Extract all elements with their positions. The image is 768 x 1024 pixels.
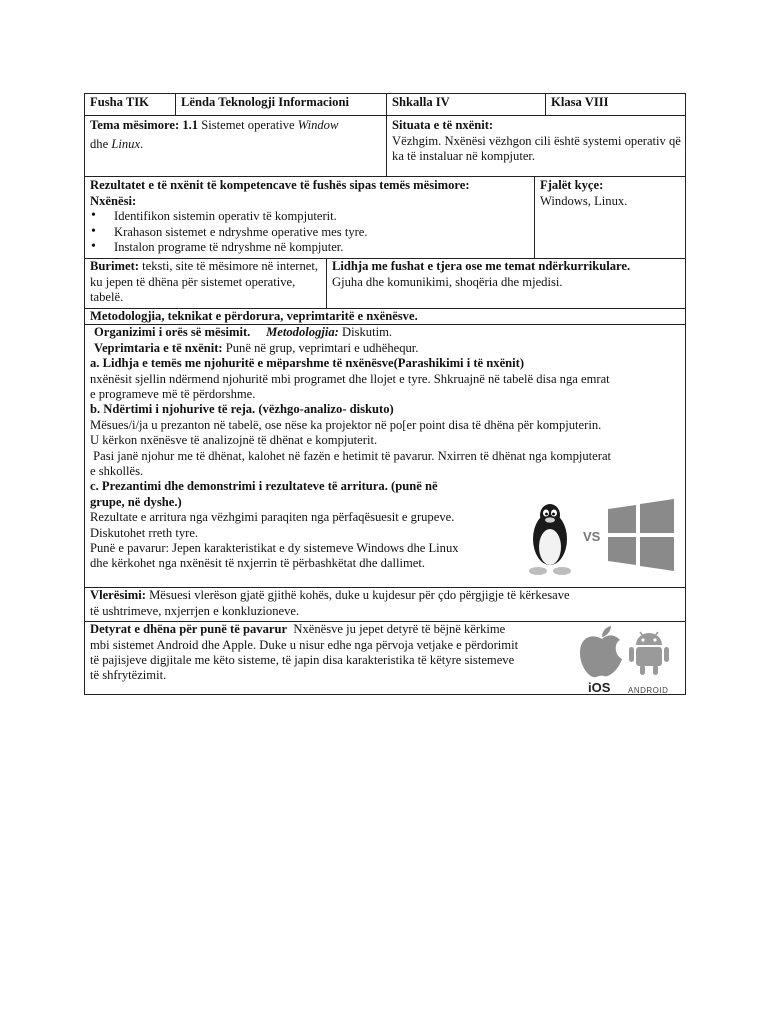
lenda-cell: Lënda Teknologji Informacioni [176, 94, 387, 116]
fusha-cell: Fusha TIK [85, 94, 176, 116]
situata-text: Vëzhgim. Nxënësi vëzhgon cili është systemi operativ që ka të instaluar në kompjuter. [392, 133, 681, 164]
tema-row [85, 116, 686, 177]
lidhja-cell [327, 259, 686, 309]
tema-italic1: Window [297, 118, 339, 132]
tema-italic2: Linux [111, 136, 141, 151]
detyrat-line3: të pajisjeve digjitale me këto sisteme, të japin disa karakteristika të këtyre sistemeve [90, 653, 515, 667]
section-c-title1: c. Prezantimi dhe demonstrimi i rezultateve të arritura. (punë në [90, 479, 438, 494]
detyrat-cell [85, 622, 686, 695]
organizimi-row [85, 325, 686, 588]
fjalet-cell [535, 177, 686, 259]
section-c-line3: Punë e pavarur: Jepen karakteristikat e dy sistemeve Windows dhe Linux [90, 541, 459, 556]
situata-label: Situata e të nxënit: [392, 118, 494, 132]
rezultatet-list [90, 209, 530, 256]
detyrat-line2: mbi sistemet Android dhe Apple. Duke u nisur edhe nga përvoja vetjake e përdorimit [90, 637, 519, 652]
section-a-line2: e programeve më të përdorshme. [90, 387, 256, 401]
section-c-line2: Diskutohet rreth tyre. [90, 525, 199, 540]
klasa-cell: Klasa VIII [546, 94, 686, 116]
metodologjia-text: Diskutim. [342, 325, 393, 340]
android-robot-icon [628, 629, 670, 677]
list-item: • Identifikon sistemin operativ të kompjuterit. [90, 209, 530, 225]
vleresimi-cell [85, 588, 686, 622]
header-row [85, 94, 686, 116]
rezultatet-cell [85, 177, 535, 259]
rezultatet-row [85, 177, 686, 259]
lesson-plan [84, 93, 685, 695]
section-a-line1: nxënësit sjellin ndërmend njohuritë mbi programet dhe llojet e tyre. Shkruajnë në tabelë disa nga emrat [90, 371, 610, 386]
metodologjia-cell: Metodologjia, teknikat e përdorura, veprimtaritë e nxënësve. [85, 308, 686, 325]
tema-cell [85, 116, 387, 177]
burimet-cell [85, 259, 327, 309]
section-c-line1: Rezultate e arritura nga vëzhgimi paraqiten nga përfaqësuesit e grupeve. [90, 510, 455, 525]
vleresimi-row [85, 588, 686, 622]
veprimtaria-text: Punë në grup, veprimtari e udhëhequr. [225, 340, 419, 355]
fjalet-label: Fjalët kyçe: [540, 178, 604, 192]
list-item: • Krahason sistemet e ndryshme operative mes tyre. [90, 225, 530, 241]
vleresimi-line2: të ushtrimeve, nxjerrjen e konkluzioneve. [90, 603, 300, 618]
linux-vs-windows-graphic [528, 499, 678, 579]
android-label: ANDROID [628, 686, 669, 696]
detyrat-row [85, 622, 686, 695]
fjalet-text: Windows, Linux. [540, 193, 628, 208]
section-b-line1: Mësues/i/ja u prezanton në tabelë, ose nëse ka projektor në po[er point disa të dhëna për kompjuterin. [90, 417, 602, 432]
tema-text1: Sistemet operative [201, 118, 295, 132]
section-c-title2: grupe, në dyshe.) [90, 494, 182, 509]
section-a-title: a. Lidhja e temës me njohuritë e mëparshme të nxënësve(Parashikimi i të nxënit) [90, 356, 525, 371]
ios-android-graphic [578, 625, 678, 695]
tema-dot: . [140, 136, 144, 151]
burimet-row [85, 259, 686, 309]
vleresimi-label: Vlerësimi: [90, 588, 146, 603]
lidhja-label: Lidhja me fushat e tjera ose me temat ndërkurrikulare. [332, 259, 631, 273]
organizimi-label: Organizimi i orës së mësimit. [94, 325, 251, 340]
burimet-text: teksti, site të mësimore në internet, ku jepen të dhëna për sistemet operative, tabelë. [90, 259, 319, 305]
windows-logo-icon [608, 499, 676, 571]
burimet-label: Burimet: [90, 259, 139, 273]
list-item: • Instalon programe të ndryshme në kompjuter. [90, 240, 530, 256]
detyrat-line1: Nxënësve ju jepet detyrë të bëjnë kërkime [293, 622, 506, 637]
detyrat-label: Detyrat e dhëna për punë të pavarur [90, 622, 288, 637]
vs-label: VS [583, 529, 601, 545]
vleresimi-line1: Mësuesi vlerëson gjatë gjithë kohës, duke u kujdesur për çdo përgjigje të kërkesave [149, 588, 570, 603]
ios-label: iOS [588, 680, 611, 696]
apple-logo-icon [578, 625, 626, 679]
tema-text2: dhe [90, 136, 109, 151]
lesson-plan-table [84, 93, 686, 695]
tema-label: Tema mësimore: [90, 118, 180, 132]
section-b-line2: U kërkon nxënësve të analizojnë të dhënat e kompjuterit. [90, 433, 378, 448]
section-b-line4: e shkollës. [90, 464, 144, 479]
tema-number: 1.1 [182, 118, 199, 132]
lidhja-text: Gjuha dhe komunikimi, shoqëria dhe mjedisi. [332, 274, 563, 289]
section-b-line3: Pasi janë njohur me të dhënat, kalohet në fazën e hetimit të pavarur. Nxirren të dhënat nga kompjuterat [90, 448, 612, 463]
rezultatet-sublabel: Nxënësi: [90, 193, 137, 208]
veprimtaria-label: Veprimtaria e të nxënit: [94, 340, 223, 355]
section-b-title: b. Ndërtimi i njohurive të reja. (vëzhgo-analizo- diskuto) [90, 402, 394, 417]
detyrat-line4: të shfrytëzimit. [90, 668, 167, 683]
metodologjia-row [85, 308, 686, 325]
organizimi-cell [85, 325, 686, 588]
section-c-line4: dhe kërkohet nga nxënësit të nxjerrin të përbashkëtat dhe dallimet. [90, 556, 426, 571]
shkalla-cell: Shkalla IV [387, 94, 546, 116]
metodologjia-sublabel: Metodologjia: [266, 325, 339, 340]
rezultatet-label: Rezultatet e të nxënit të kompetencave të fushës sipas temës mësimore: [90, 178, 470, 192]
situata-cell [387, 116, 686, 177]
